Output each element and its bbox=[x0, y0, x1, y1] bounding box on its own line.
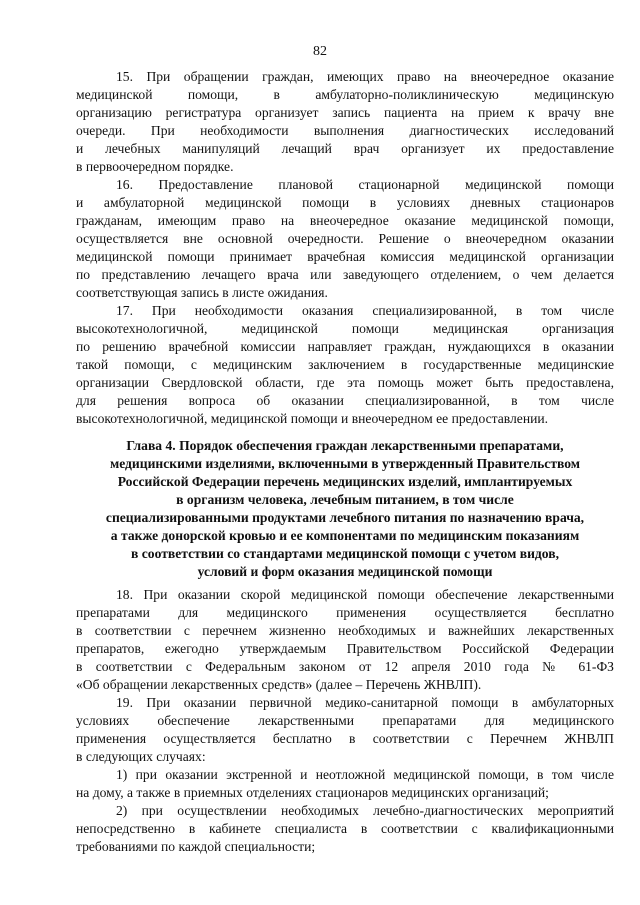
text-line: в соответствии с перечнем жизненно необходимых и важнейших лекарственных bbox=[76, 623, 614, 638]
text-line: 2) при осуществлении необходимых лечебно-диагностических мероприятий bbox=[116, 803, 614, 818]
heading-line: специализированными продуктами лечебного питания по назначению врача, bbox=[105, 510, 585, 525]
text-line: в соответствии с Федеральным законом от 12 апреля 2010 года № 61-ФЗ bbox=[76, 659, 614, 674]
text-line: 18. При оказании скорой медицинской помощи обеспечение лекарственными bbox=[116, 587, 614, 602]
heading-line: условий и форм оказания медицинской помощи bbox=[197, 564, 493, 579]
heading-line: в соответствии со стандартами медицинской помощи с учетом видов, bbox=[131, 546, 559, 561]
heading-line: Глава 4. Порядок обеспечения граждан лекарственными препаратами, bbox=[126, 438, 564, 453]
heading-line: медицинскими изделиями, включенными в утвержденный Правительством bbox=[109, 456, 581, 471]
paragraph-16 bbox=[76, 176, 614, 302]
text-line: медицинской помощи принимает врачебная комиссия медицинской организации bbox=[76, 249, 614, 264]
text-line: высокотехнологичной, медицинской помощи медицинская организация bbox=[76, 321, 614, 336]
text-line: и лечебных манипуляций лечащий врач организует их предоставление bbox=[76, 141, 614, 156]
text-line: соответствующая запись в листе ожидания. bbox=[76, 285, 328, 300]
text-line: организации Свердловской области, где эта помощь может быть предоставлена, bbox=[76, 375, 614, 390]
text-line: медицинской помощи, в амбулаторно-поликлиническую медицинскую bbox=[76, 87, 614, 102]
text-line: «Об обращении лекарственных средств» (далее – Перечень ЖНВЛП). bbox=[76, 677, 482, 692]
text-line: по представлению лечащего врача или заведующего отделением, о чем делается bbox=[76, 267, 614, 282]
list-item-1 bbox=[76, 766, 614, 802]
paragraph-18 bbox=[76, 586, 614, 694]
text-line: условиях обеспечение лекарственными препаратами для медицинского bbox=[76, 713, 614, 728]
text-line: для решения вопроса об оказании специализированной, в том числе bbox=[76, 393, 614, 408]
paragraph-15 bbox=[76, 68, 614, 176]
heading-line: а также донорской кровью и ее компонентами по медицинским показаниям bbox=[110, 528, 580, 543]
text-line: осуществляется вне основной очередности. Решение о внеочередном оказании bbox=[76, 231, 614, 246]
text-line: и амбулаторной медицинской помощи в условиях дневных стационаров bbox=[76, 195, 614, 210]
heading-line: в организм человека, лечебным питанием, в том числе bbox=[176, 492, 514, 507]
paragraph-17 bbox=[76, 302, 614, 428]
list-item-2 bbox=[76, 802, 614, 856]
text-line: применения осуществляется бесплатно в соответствии с Перечнем ЖНВЛП bbox=[76, 731, 614, 746]
text-line: в следующих случаях: bbox=[76, 749, 206, 764]
text-line: такой помощи, с медицинским заключением в государственные медицинские bbox=[76, 357, 614, 372]
text-line: 15. При обращении граждан, имеющих право на внеочередное оказание bbox=[116, 69, 614, 84]
heading-line: Российской Федерации перечень медицинских изделий, имплантируемых bbox=[117, 474, 573, 489]
text-block-items-18-19 bbox=[76, 586, 614, 856]
text-line: по решению врачебной комиссии направляет граждан, нуждающихся в оказании bbox=[76, 339, 614, 354]
text-line: в первоочередном порядке. bbox=[76, 159, 234, 174]
text-line: на дому, а также в приемных отделениях стационаров медицинских организаций; bbox=[76, 785, 549, 800]
text-line: 17. При необходимости оказания специализированной, в том числе bbox=[116, 303, 614, 318]
text-line: 16. Предоставление плановой стационарной медицинской помощи bbox=[116, 177, 614, 192]
text-line: очереди. При необходимости выполнения диагностических исследований bbox=[76, 123, 614, 138]
text-line: непосредственно в кабинете специалиста в соответствии с квалификационными bbox=[76, 821, 614, 836]
text-line: организацию регистратура организует запись пациента на прием к врачу вне bbox=[76, 105, 614, 120]
text-block-items-15-17 bbox=[76, 68, 614, 428]
text-line: препаратами для медицинского применения осуществляется бесплатно bbox=[76, 605, 614, 620]
page-number: 82 bbox=[313, 44, 327, 59]
paragraph-19 bbox=[76, 694, 614, 766]
text-line: требованиями по каждой специальности; bbox=[76, 839, 316, 854]
text-line: гражданам, имеющим право на внеочередное оказание медицинской помощи, bbox=[76, 213, 614, 228]
text-line: 19. При оказании первичной медико-санитарной помощи в амбулаторных bbox=[116, 695, 614, 710]
text-line: высокотехнологичной, медицинской помощи и внеочередном ее предоставлении. bbox=[76, 411, 549, 426]
text-line: препаратов, ежегодно утверждаемым Правительством Российской Федерации bbox=[76, 641, 614, 656]
text-line: 1) при оказании экстренной и неотложной медицинской помощи, в том числе bbox=[116, 767, 614, 782]
chapter-4-heading bbox=[76, 437, 614, 581]
